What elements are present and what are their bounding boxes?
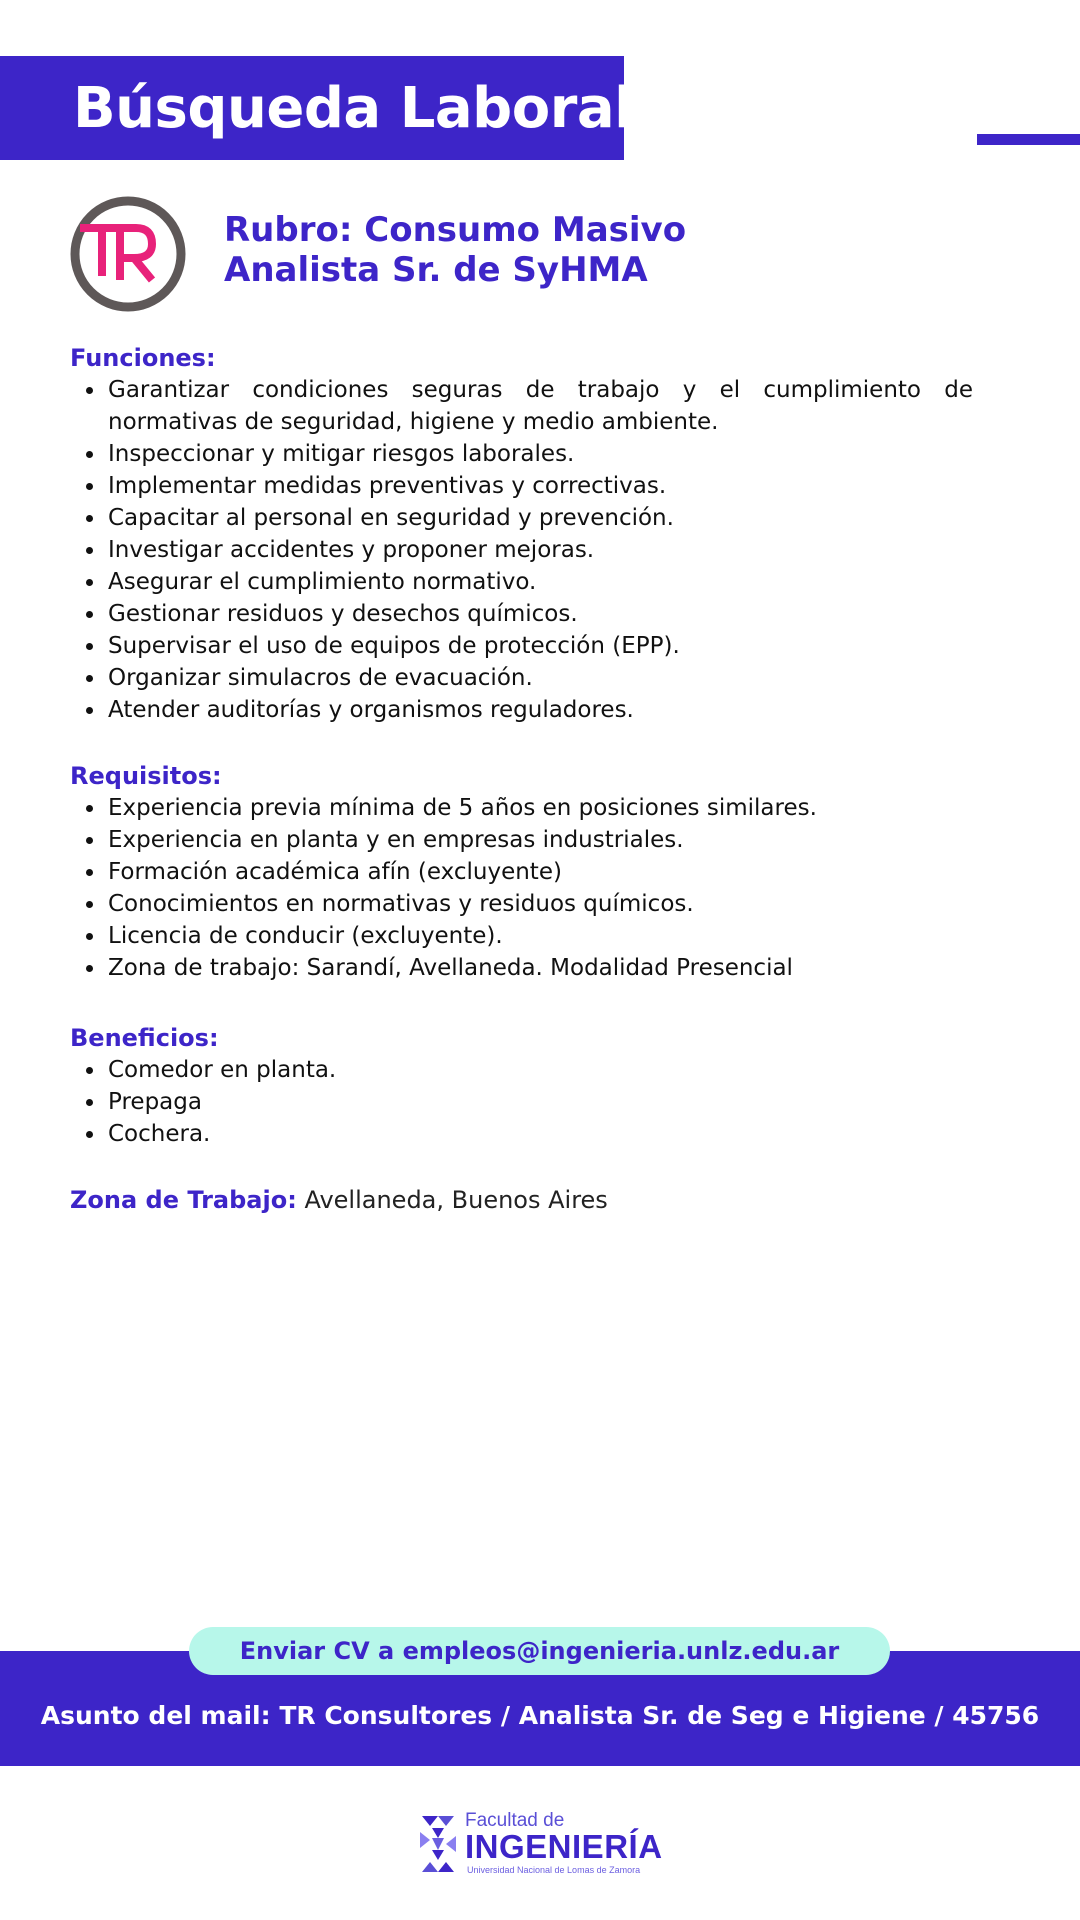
requisitos-title: Requisitos: [70, 762, 222, 790]
list-item: Garantizar condiciones seguras de trabajo y el cumplimiento de normativas de seguridad, higiene y medio ambiente. [108, 374, 973, 438]
email-subject: Asunto del mail: TR Consultores / Analista Sr. de Seg e Higiene / 45756 [40, 1701, 1040, 1730]
accent-line [977, 134, 1080, 145]
list-item: Supervisar el uso de equipos de protección (EPP). [108, 630, 973, 662]
list-item: Gestionar residuos y desechos químicos. [108, 598, 973, 630]
funciones-section [70, 342, 973, 726]
requisitos-list [70, 792, 973, 984]
beneficios-section [70, 1022, 973, 1150]
list-item: Zona de trabajo: Sarandí, Avellaneda. Modalidad Presencial [108, 952, 973, 984]
faculty-top-text: Facultad de [465, 1810, 565, 1831]
faculty-mark-icon [418, 1812, 458, 1876]
list-item: Conocimientos en normativas y residuos químicos. [108, 888, 973, 920]
page-title: Búsqueda Laboral [73, 75, 633, 141]
funciones-title: Funciones: [70, 344, 216, 372]
requisitos-section [70, 760, 973, 984]
faculty-sub-text: Universidad Nacional de Lomas de Zamora [467, 1865, 641, 1875]
header-banner [0, 56, 633, 160]
zona-de-trabajo [70, 1184, 608, 1216]
beneficios-list [70, 1054, 973, 1150]
funciones-list [70, 374, 973, 726]
list-item: Licencia de conducir (excluyente). [108, 920, 973, 952]
list-item: Atender auditorías y organismos reguladores. [108, 694, 973, 726]
list-item: Investigar accidentes y proponer mejoras. [108, 534, 973, 566]
list-item: Inspeccionar y mitigar riesgos laborales. [108, 438, 973, 470]
list-item: Asegurar el cumplimiento normativo. [108, 566, 973, 598]
list-item: Formación académica afín (excluyente) [108, 856, 973, 888]
list-item: Prepaga [108, 1086, 973, 1118]
company-logo [68, 194, 188, 314]
list-item: Capacitar al personal en seguridad y prevención. [108, 502, 973, 534]
list-item: Implementar medidas preventivas y correctivas. [108, 470, 973, 502]
zona-label: Zona de Trabajo: [70, 1186, 297, 1214]
company-heading [224, 210, 686, 290]
position-line: Analista Sr. de SyHMA [224, 250, 648, 290]
list-item: Experiencia previa mínima de 5 años en posiciones similares. [108, 792, 973, 824]
list-item: Organizar simulacros de evacuación. [108, 662, 973, 694]
faculty-main-text: INGENIERÍA [465, 1828, 663, 1865]
logo-letters [80, 228, 152, 280]
send-cv-email-link[interactable]: Enviar CV a empleos@ingenieria.unlz.edu.ar [189, 1627, 890, 1675]
zona-value: Avellaneda, Buenos Aires [304, 1186, 608, 1214]
beneficios-title: Beneficios: [70, 1024, 219, 1052]
list-item: Cochera. [108, 1118, 973, 1150]
list-item: Comedor en planta. [108, 1054, 973, 1086]
faculty-logo [418, 1810, 663, 1880]
rubro-line: Rubro: Consumo Masivo [224, 210, 687, 250]
list-item: Experiencia en planta y en empresas industriales. [108, 824, 973, 856]
